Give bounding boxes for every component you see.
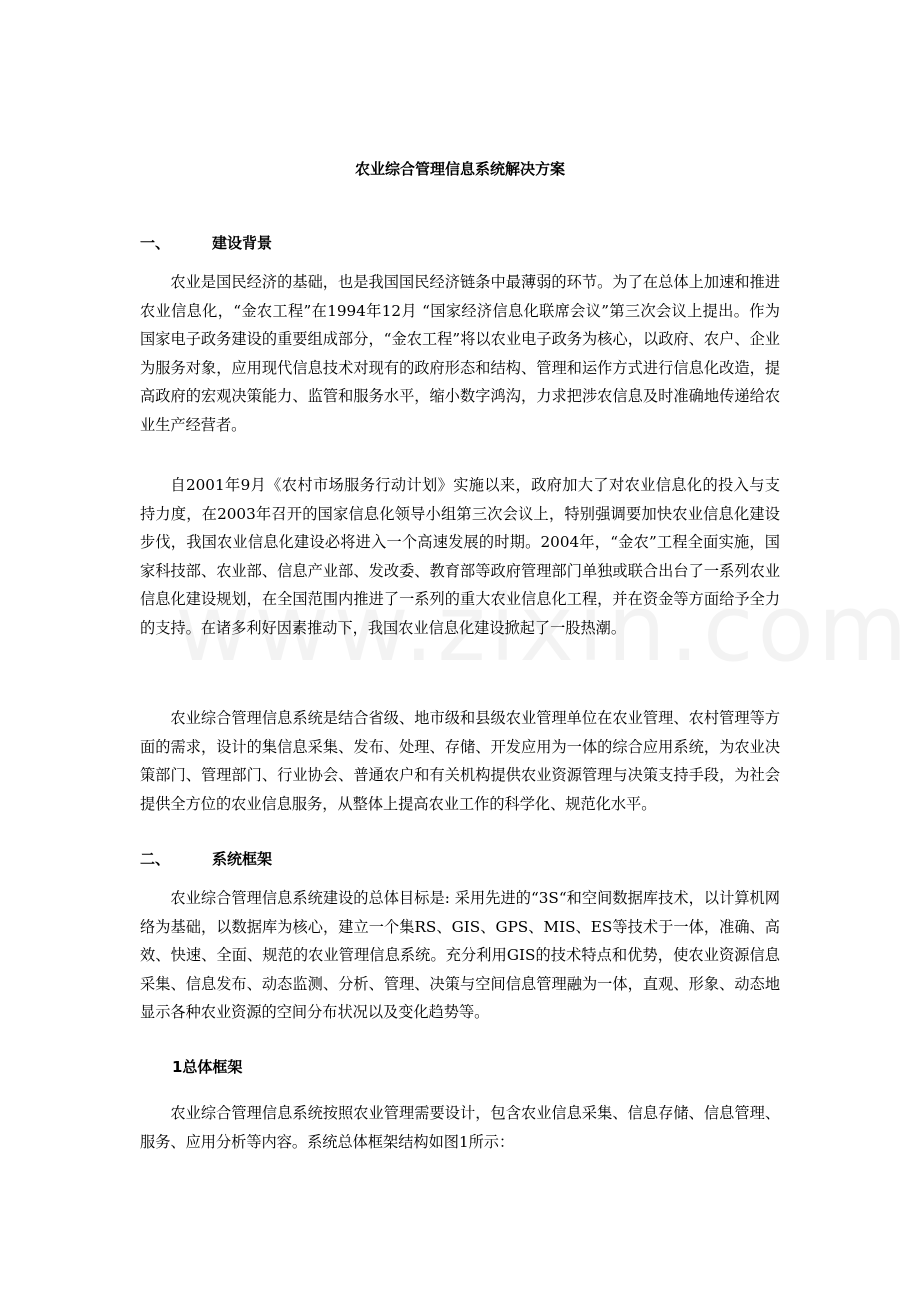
paragraph-5: 农业综合管理信息系统按照农业管理需要设计，包含农业信息采集、信息存储、信息管理、服务、应用分析等内容。系统总体框架结构如图1所示：	[140, 1104, 780, 1151]
section-label: 建设背景	[212, 234, 273, 252]
section-heading-1	[140, 232, 272, 253]
section-number: 二、	[140, 850, 171, 868]
section-label: 系统框架	[212, 850, 273, 868]
subsection-heading: 1总体框架	[172, 1058, 243, 1076]
paragraph-4: 农业综合管理信息系统建设的总体目标是: 采用先进的“3S“和空间数据库技术，以计算机网络为基础，以数据库为核心，建立一个集RS、GIS、GPS、MIS、ES等技术于一体，准确、高效、快速、全面、规范的农业管理信息系统。充分利用GIS的技术特点和优势，使农业资源信息采集、信息发布、动态监测、分析、管理、决策与空间信息管理融为一体，直观、形象、动态地显示各种农业资源的空间分布状况以及变化趋势等。	[140, 889, 780, 1021]
paragraph-1: 农业是国民经济的基础，也是我国国民经济链条中最薄弱的环节。为了在总体上加速和推进农业信息化，“金农工程”在1994年12月 “国家经济信息化联席会议”第三次会议上提出。作为国家电子政务建设的重要组成部分，“金农工程”将以农业电子政务为核心，以政府、农户、企业为服务对象，应用现代信息技术对现有的政府形态和结构、管理和运作方式进行信息化改造，提高政府的宏观决策能力、监管和服务水平，缩小数字鸿沟，力求把涉农信息及时准确地传递给农业生产经营者。	[140, 273, 780, 434]
section-number: 一、	[140, 234, 171, 252]
section-heading-2	[140, 848, 272, 869]
paragraph-3: 农业综合管理信息系统是结合省级、地市级和县级农业管理单位在农业管理、农村管理等方面的需求，设计的集信息采集、发布、处理、存储、开发应用为一体的综合应用系统，为农业决策部门、管理部门、行业协会、普通农户和有关机构提供农业资源管理与决策支持手段，为社会提供全方位的农业信息服务，从整体上提高农业工作的科学化、规范化水平。	[140, 709, 780, 813]
document-title: 农业综合管理信息系统解决方案	[354, 160, 565, 178]
paragraph-2: 自2001年9月《农村市场服务行动计划》实施以来，政府加大了对农业信息化的投入与支持力度，在2003年召开的国家信息化领导小组第三次会议上，特别强调要加快农业信息化建设步伐，我国农业信息化建设必将进入一个高速发展的时期。2004年，“金农”工程全面实施，国家科技部、农业部、信息产业部、发改委、教育部等政府管理部门单独或联合出台了一系列农业信息化建设规划，在全国范围内推进了一系列的重大农业信息化工程，并在资金等方面给予全力的支持。在诸多利好因素推动下，我国农业信息化建设掀起了一股热潮。	[140, 476, 780, 637]
